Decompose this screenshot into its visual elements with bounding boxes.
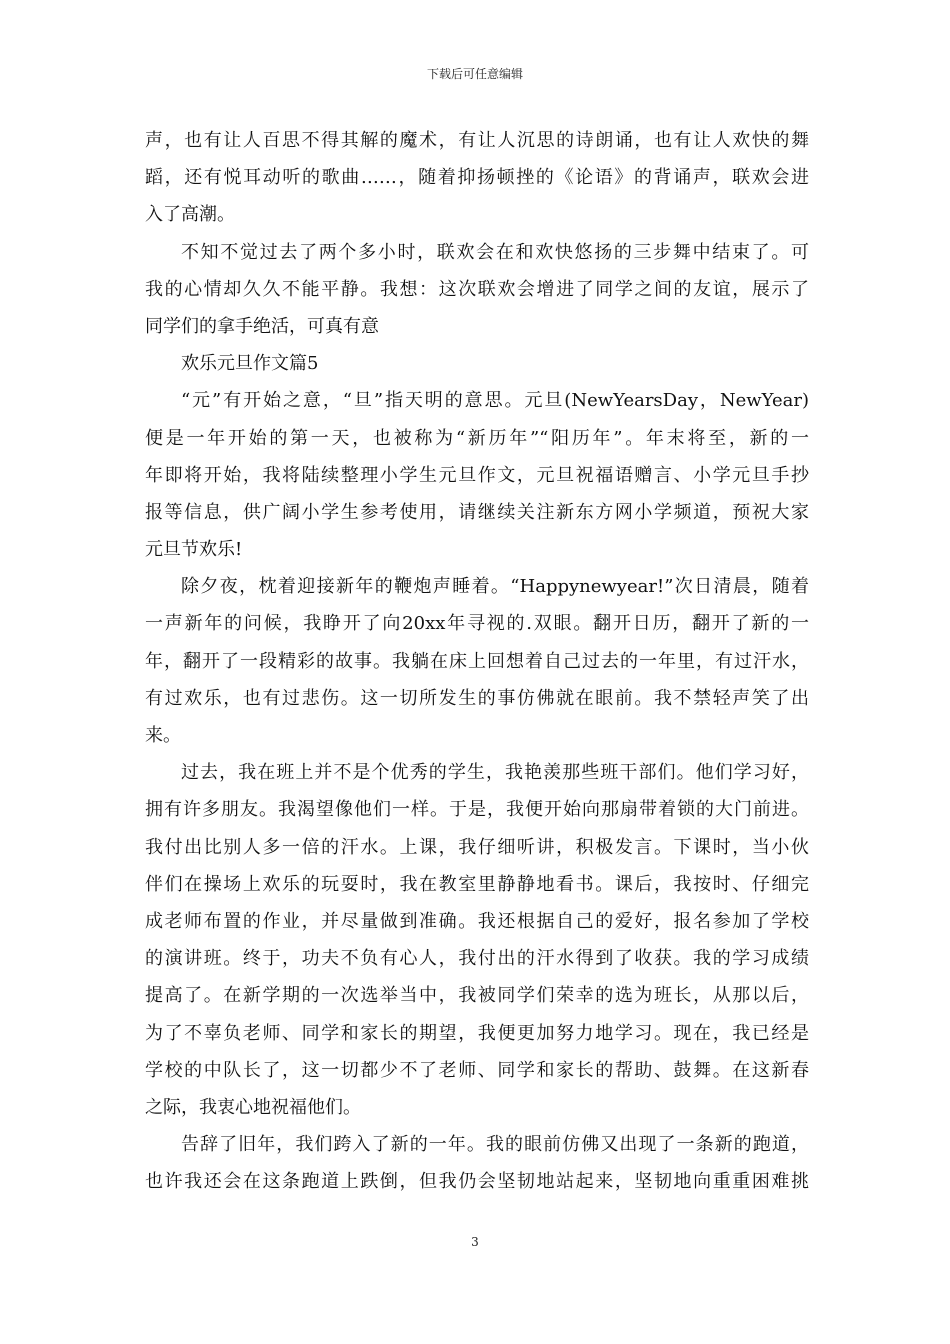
text-line: 伴们在操场上欢乐的玩耍时，我在教室里静静地看书。课后，我按时、仔细完 bbox=[145, 873, 809, 895]
text-line: 成老师布置的作业，并尽量做到准确。我还根据自己的爱好，报名参加了学校 bbox=[145, 910, 809, 932]
text-line: 的演讲班。终于，功夫不负有心人，我付出的汗水得到了收获。我的学习成绩 bbox=[145, 948, 809, 970]
text-line: 过去，我在班上并不是个优秀的学生，我艳羡那些班干部们。他们学习好， bbox=[181, 762, 809, 784]
text-line: 告辞了旧年，我们跨入了新的一年。我的眼前仿佛又出现了一条新的跑道， bbox=[181, 1134, 809, 1156]
text-line: 为了不辜负老师、同学和家长的期望，我便更加努力地学习。现在，我已经是 bbox=[145, 1022, 809, 1044]
text-line: 之际，我衷心地祝福他们。 bbox=[145, 1096, 361, 1118]
text-line: 一声新年的问候，我睁开了向20xx年寻视的.双眼。翻开日历，翻开了新的一 bbox=[145, 613, 809, 635]
text-line: 有过欢乐，也有过悲伤。这一切所发生的事仿佛就在眼前。我不禁轻声笑了出 bbox=[145, 687, 809, 709]
document-body bbox=[145, 122, 809, 1200]
text-line: 来。 bbox=[145, 725, 181, 746]
text-line: 年即将开始，我将陆续整理小学生元旦作文，元旦祝福语赠言、小学元旦手抄 bbox=[145, 464, 809, 486]
text-line: 拥有许多朋友。我渴望像他们一样。于是，我便开始向那扇带着锁的大门前进。 bbox=[145, 799, 809, 821]
text-line: 我付出比别人多一倍的汗水。上课，我仔细听讲，积极发言。下课时，当小伙 bbox=[145, 836, 809, 858]
text-line: 蹈，还有悦耳动听的歌曲……，随着抑扬顿挫的《论语》的背诵声，联欢会进 bbox=[145, 167, 809, 189]
text-line: 也许我还会在这条跑道上跌倒，但我仍会坚韧地站起来，坚韧地向重重困难挑 bbox=[145, 1171, 809, 1193]
text-line: 便是一年开始的第一天，也被称为“新历年”“阳历年”。年末将至，新的一 bbox=[145, 427, 809, 449]
text-line: 学校的中队长了，这一切都少不了老师、同学和家长的帮助、鼓舞。在这新春 bbox=[145, 1059, 809, 1081]
text-line: 元旦节欢乐! bbox=[145, 539, 243, 561]
text-line: 提高了。在新学期的一次选举当中，我被同学们荣幸的选为班长，从那以后， bbox=[145, 985, 809, 1007]
text-line: 声，也有让人百思不得其解的魔术，有让人沉思的诗朗诵，也有让人欢快的舞 bbox=[145, 130, 809, 151]
page-number: 3 bbox=[471, 1235, 479, 1249]
text-line: 同学们的拿手绝活，可真有意 bbox=[145, 315, 379, 337]
text-line: 欢乐元旦作文篇5 bbox=[181, 353, 319, 375]
text-line: 报等信息，供广阔小学生参考使用，请继续关注新东方网小学频道，预祝大家 bbox=[145, 501, 809, 523]
page-header: 下载后可任意编辑 bbox=[426, 67, 523, 81]
text-line: “元”有开始之意，“旦”指天明的意思。元旦(NewYearsDay，NewYear) bbox=[181, 390, 809, 412]
text-line: 我的心情却久久不能平静。我想：这次联欢会增进了同学之间的友谊，展示了 bbox=[145, 278, 809, 300]
text-line: 除夕夜，枕着迎接新年的鞭炮声睡着。“Happynewyear!”次日清晨，随着 bbox=[181, 576, 809, 598]
text-line: 年，翻开了一段精彩的故事。我躺在床上回想着自己过去的一年里，有过汗水， bbox=[145, 650, 809, 672]
text-line: 不知不觉过去了两个多小时，联欢会在和欢快悠扬的三步舞中结束了。可 bbox=[181, 241, 809, 263]
text-line: 入了高潮。 bbox=[145, 204, 235, 226]
